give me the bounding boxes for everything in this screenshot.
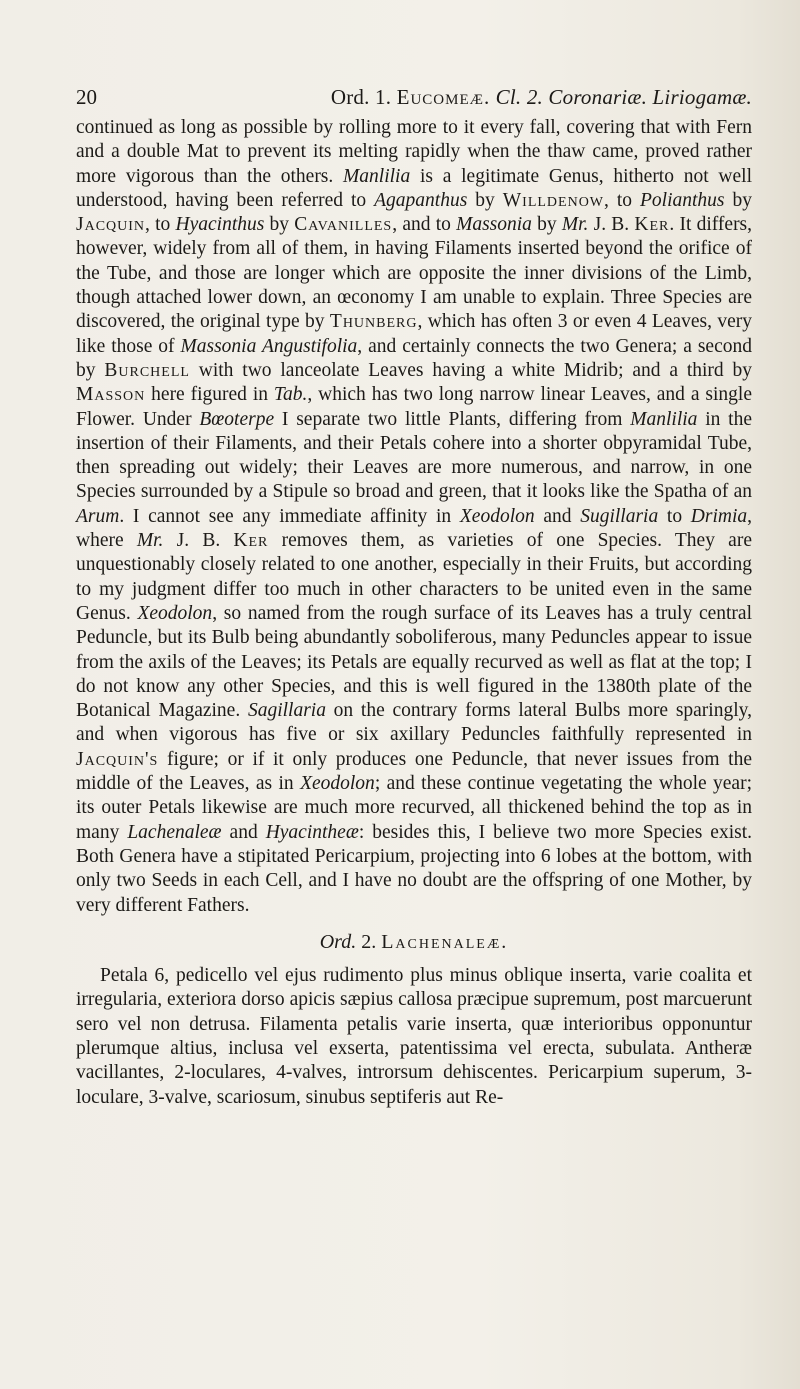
header-ord: Ord. 1. [330,85,392,109]
paragraph-manlilia: continued as long as possible by rolling more to it every fall, covering that with Fern and a double Mat to prevent its melting rapidly when the thaw came, proved rather more vigorous than the others. Manlilia is a legitimate Genus, hitherto not well understood, having been referred to Agapanthus by Willdenow, to Polianthus by Jacquin, to Hyacinthus by Cavanilles, and to Massonia by Mr. J. B. Ker. It differs, however, widely from all of them, in having Filaments inserted beyond the orifice of the Tube, and those are longer which are opposite the inner divisions of the Limb, though attached lower down, an œconomy I am unable to explain. Three Species are discovered, the original type by Thunberg, which has often 3 or even 4 Leaves, very like those of Massonia Angustifolia, and certainly connects the two Genera; a second by Burchell with two lanceolate Leaves having a white Midrib; and a third by Masson here figured in Tab., which has two long narrow linear Leaves, and a single Flower. Under Bœoterpe I separate two little Plants, differing from Manlilia in the insertion of their Filaments, and their Petals cohere into a shorter obpyramidal Tube, then spreading out widely; their Leaves are more numerous, and narrow, in one Species surrounded by a Stipule so broad and green, that it looks like the Spatha of an Arum. I cannot see any immediate affinity in Xeodolon and Sugillaria to Drimia, where Mr. J. B. Ker removes them, as varieties of one Species. They are unquestionably closely related to one another, especially in their Fruits, but according to my judgment differ too much in other characters to be united even in the same Genus. Xeodolon, so named from the rough surface of its Leaves has a truly central Peduncle, but its Bulb being abundantly soboliferous, many Peduncles appear to issue from the axils of the Leaves; its Petals are equally recurved as well as flat at the top; I do not know any other Species, and this is well figured in the 1380th plate of the Botanical Magazine. Sagillaria on the contrary forms lateral Bulbs more sparingly, and when vigorous has five or six axillary Peduncles faithfully represented in Jacquin's figure; or if it only produces one Peduncle, that never issues from the middle of the Leaves, as in Xeodolon; and these continue vegetating the whole year; its outer Petals likewise are much more recurved, all thickened behind the top as in many Lachenaleæ and Hyacintheæ: besides this, I believe two more Species exist. Both Genera have a stipitated Pericarpium, projecting into 6 lobes at the bottom, with only two Seeds in each Cell, and I have no doubt are the offspring of one Mother, by very different Fathers. [76,117,753,916]
section-name: Lachenaleæ. [381,930,509,953]
header-coronariae: Coronariæ. [548,85,648,109]
header-family: Eucomeæ. [396,85,491,109]
page-number: 20 [76,85,97,109]
section-ord: Ord. [319,930,357,953]
section-heading: Ord. 2. Lachenaleæ. [319,930,509,953]
header-liriogamae: Liriogamæ. [652,85,752,109]
running-title [331,80,752,114]
running-header [76,80,752,114]
paragraph-latin-description: Petala 6, pedicello vel ejus rudimento plus minus oblique inserta, varie coalita et irregularia, exteriora dorso apicis sæpius callosa præcipue supremum, post marcuerunt sero vel non detrusa. Filamenta petalis varie inserta, quæ interioribus opponuntur plerumque altius, inclusa vel exserta, patentissima vel erecta, subulata. Antheræ vacillantes, 2-loculares, 4-valves, introrsum dehiscentes. Pericarpium superum, 3-loculare, 3-valve, scariosum, sinubus septiferis aut Re- [76,965,752,1108]
body-text [76,116,752,1110]
header-class: Cl. 2. [495,85,543,109]
